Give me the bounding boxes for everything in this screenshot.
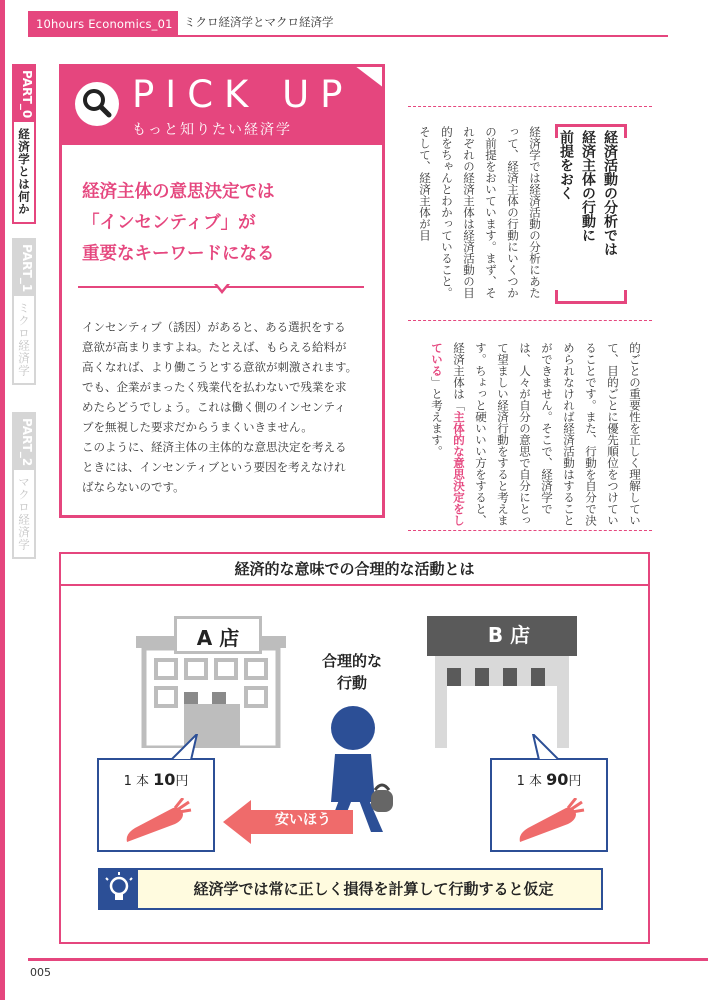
column-text-part1: 経済学では経済活動の分析にあたって、経済主体の行動にいくつかの前提をおいています。まず、それぞれの経済主体は経済活動の目的をちゃんとわかっていること。そして、経済主体が目 bbox=[418, 126, 542, 299]
pickup-body bbox=[82, 317, 372, 497]
body-line: ばならないのです。 bbox=[82, 480, 185, 494]
body-line: このように、経済主体の主体的な意思決定を考える bbox=[82, 440, 347, 454]
rational-action-label: 合理的な 行動 bbox=[321, 652, 382, 692]
dashed-rule bbox=[408, 320, 652, 321]
side-tab-label: マクロ経済学 bbox=[17, 476, 31, 552]
cheaper-label: 安いほう bbox=[275, 812, 331, 828]
body-line: でも、企業がまったく残業代を払わないで残業を求 bbox=[82, 380, 347, 394]
side-tab-number: PART_0 bbox=[14, 66, 34, 122]
footer-rule bbox=[28, 958, 708, 961]
bracket-bottom bbox=[555, 290, 627, 304]
vertical-column bbox=[408, 106, 652, 530]
body-line: めたらどうでしょう。これは働く側のインセンティ bbox=[82, 400, 346, 414]
lead-line: 「インセンティブ」が bbox=[82, 213, 256, 233]
bubble-tail-b bbox=[531, 734, 561, 760]
bubble-tail-a bbox=[169, 734, 199, 760]
assumption-text: 経済学では常に正しく損得を計算して行動すると仮定 bbox=[193, 880, 554, 898]
page-number: 005 bbox=[30, 966, 51, 979]
page-edge-rule bbox=[0, 0, 5, 1000]
highlight-phrase: 主体的な意思決定をしている bbox=[430, 342, 466, 526]
column-heading-box bbox=[555, 124, 627, 304]
store-a-sign: A 店 bbox=[174, 616, 262, 654]
side-tab-part-0[interactable] bbox=[12, 64, 36, 224]
diagram-title: 経済的な意味での合理的な活動とは bbox=[61, 554, 648, 586]
carrot-icon bbox=[516, 798, 586, 844]
side-tab-number: PART_1 bbox=[14, 240, 34, 296]
cheaper-arrow bbox=[223, 800, 353, 844]
lead-line: 重要なキーワードになる bbox=[82, 244, 275, 264]
side-tab-part-1[interactable] bbox=[12, 238, 36, 385]
body-line: 意欲が高まりますよね。たとえば、もらえる給料が bbox=[82, 340, 347, 354]
body-line: 高くなれば、より働こうとする意欲が刺激されます。 bbox=[82, 360, 358, 374]
assumption-bar bbox=[98, 868, 603, 910]
side-tab-label: 経済学とは何か bbox=[17, 128, 31, 216]
dashed-rule bbox=[408, 530, 652, 531]
price-bubble-store-a bbox=[97, 758, 215, 852]
header-rule bbox=[178, 35, 668, 37]
store-b-sign: B 店 bbox=[465, 616, 553, 654]
side-tab-label: ミクロ経済学 bbox=[17, 302, 31, 378]
pickup-box bbox=[59, 64, 385, 518]
rational-activity-diagram bbox=[59, 552, 650, 944]
lead-line: 経済主体の意思決定では bbox=[82, 182, 275, 202]
column-heading: 経済活動の分析では 経済主体の行動に 前提をおく bbox=[558, 130, 618, 256]
price-bubble-store-b bbox=[490, 758, 608, 852]
price-b-label: 1 本 90円 bbox=[516, 770, 582, 789]
store-b bbox=[427, 616, 577, 748]
chapter-title: ミクロ経済学とマクロ経済学 bbox=[184, 15, 334, 29]
side-tab-number: PART_2 bbox=[14, 414, 34, 470]
pickup-title: PICK UP bbox=[132, 73, 354, 116]
carrot-icon bbox=[123, 798, 193, 844]
pickup-subtitle: もっと知りたい経済学 bbox=[132, 122, 292, 138]
column-text-part2: 的ごとの重要性を正しく理解していて、目的ごとに優先順位をつけていることです。また、行動を自分で決められなければ経済活動はすることができません。そこで、経済学では、人々が自分の意思で自分にとって望ましい経済行動をすると考えます。ちょっと硬いいい方をすると、経済主体は「主体的な意思決定をしている」と考えます。 bbox=[430, 342, 642, 526]
dashed-rule bbox=[408, 106, 652, 107]
series-label: 10hours Economics_01 bbox=[28, 11, 178, 37]
body-line: ときには、インセンティブという要因を考えなけれ bbox=[82, 460, 346, 474]
price-a-label: 1 本 10円 bbox=[123, 770, 189, 789]
pickup-lead bbox=[82, 177, 367, 270]
store-a bbox=[136, 616, 286, 748]
body-line: インセンティブ（誘因）があると、ある選択をする bbox=[82, 320, 346, 334]
lightbulb-icon bbox=[100, 870, 138, 908]
body-line: ブを無視した要求だからうまくいきません。 bbox=[82, 420, 313, 434]
magnifier-icon bbox=[74, 81, 120, 127]
side-tab-part-2[interactable] bbox=[12, 412, 36, 559]
